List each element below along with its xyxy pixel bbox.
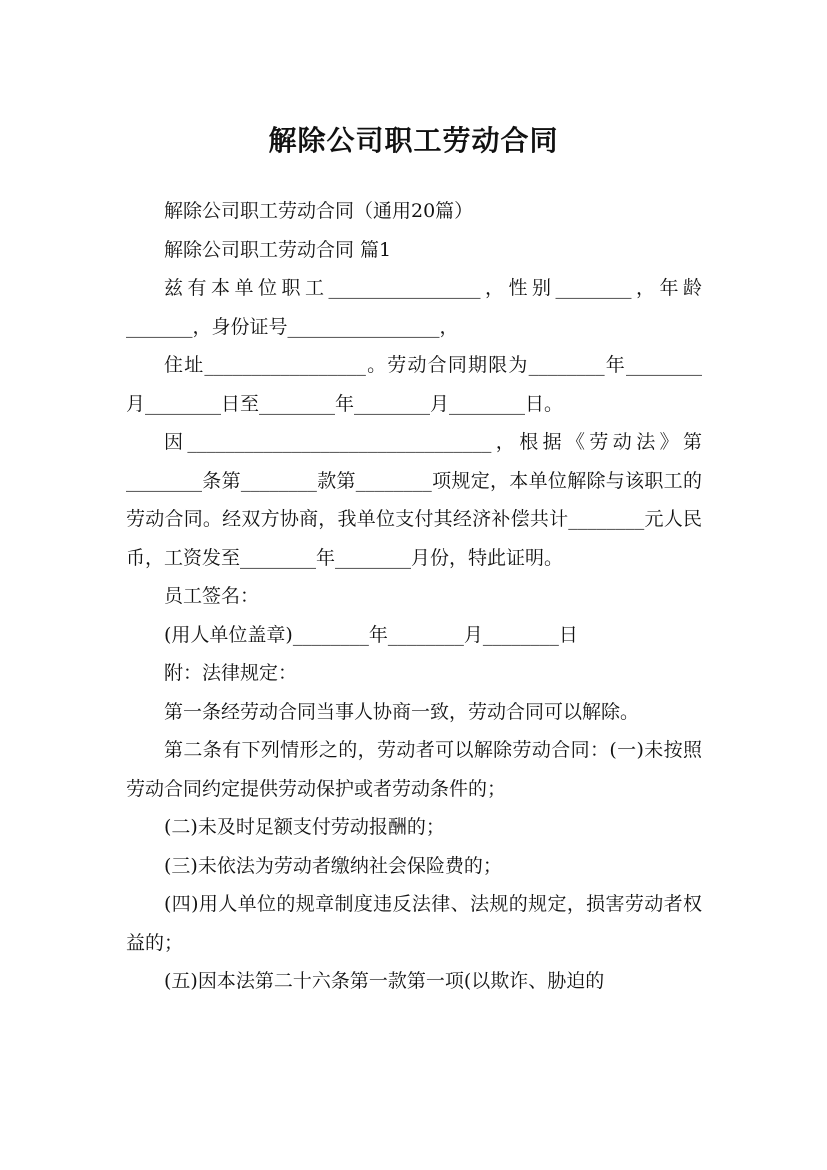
employer-seal-line: (用人单位盖章)________年________月________日 — [164, 623, 578, 646]
clause-two-paragraph: (二)未及时足额支付劳动报酬的； — [164, 816, 445, 838]
employee-signature-line: 员工签名： — [164, 585, 260, 607]
article-one-paragraph: 第一条经劳动合同当事人协商一致，劳动合同可以解除。 — [164, 700, 640, 723]
document-body — [126, 192, 702, 1001]
section-heading: 解除公司职工劳动合同 篇1 — [164, 238, 392, 261]
article-two-paragraph: 第二条有下列情形之的，劳动者可以解除劳动合同：(一)未按照劳动合同约定提供劳动保护或者劳动条件的； — [126, 739, 702, 800]
clause-five-paragraph: (五)因本法第二十六条第一款第一项(以欺诈、胁迫的 — [164, 970, 605, 992]
subtitle-paragraph: 解除公司职工劳动合同（通用20篇） — [164, 200, 474, 222]
clause-three-paragraph: (三)未依法为劳动者缴纳社会保险费的； — [164, 854, 502, 877]
employee-info-paragraph: 兹有本单位职工________________，性别________，年龄_______，身份证号________________， — [126, 277, 702, 338]
termination-reason-paragraph: 因________________________________，根据《劳动法》第________条第________款第________项规定，本单位解除与该职工的劳动合同。经双方协商，我单位支付其经济补偿共计________元人民币，工资发至________年________月份，特此证明。 — [126, 431, 702, 569]
address-term-paragraph: 住址_________________。劳动合同期限为________年________月________日至________年________月________日。 — [126, 354, 702, 415]
clause-four-paragraph: (四)用人单位的规章制度违反法律、法规的规定，损害劳动者权益的； — [126, 893, 702, 954]
legal-provisions-heading: 附：法律规定： — [164, 662, 298, 684]
document-title: 解除公司职工劳动合同 — [268, 123, 559, 157]
